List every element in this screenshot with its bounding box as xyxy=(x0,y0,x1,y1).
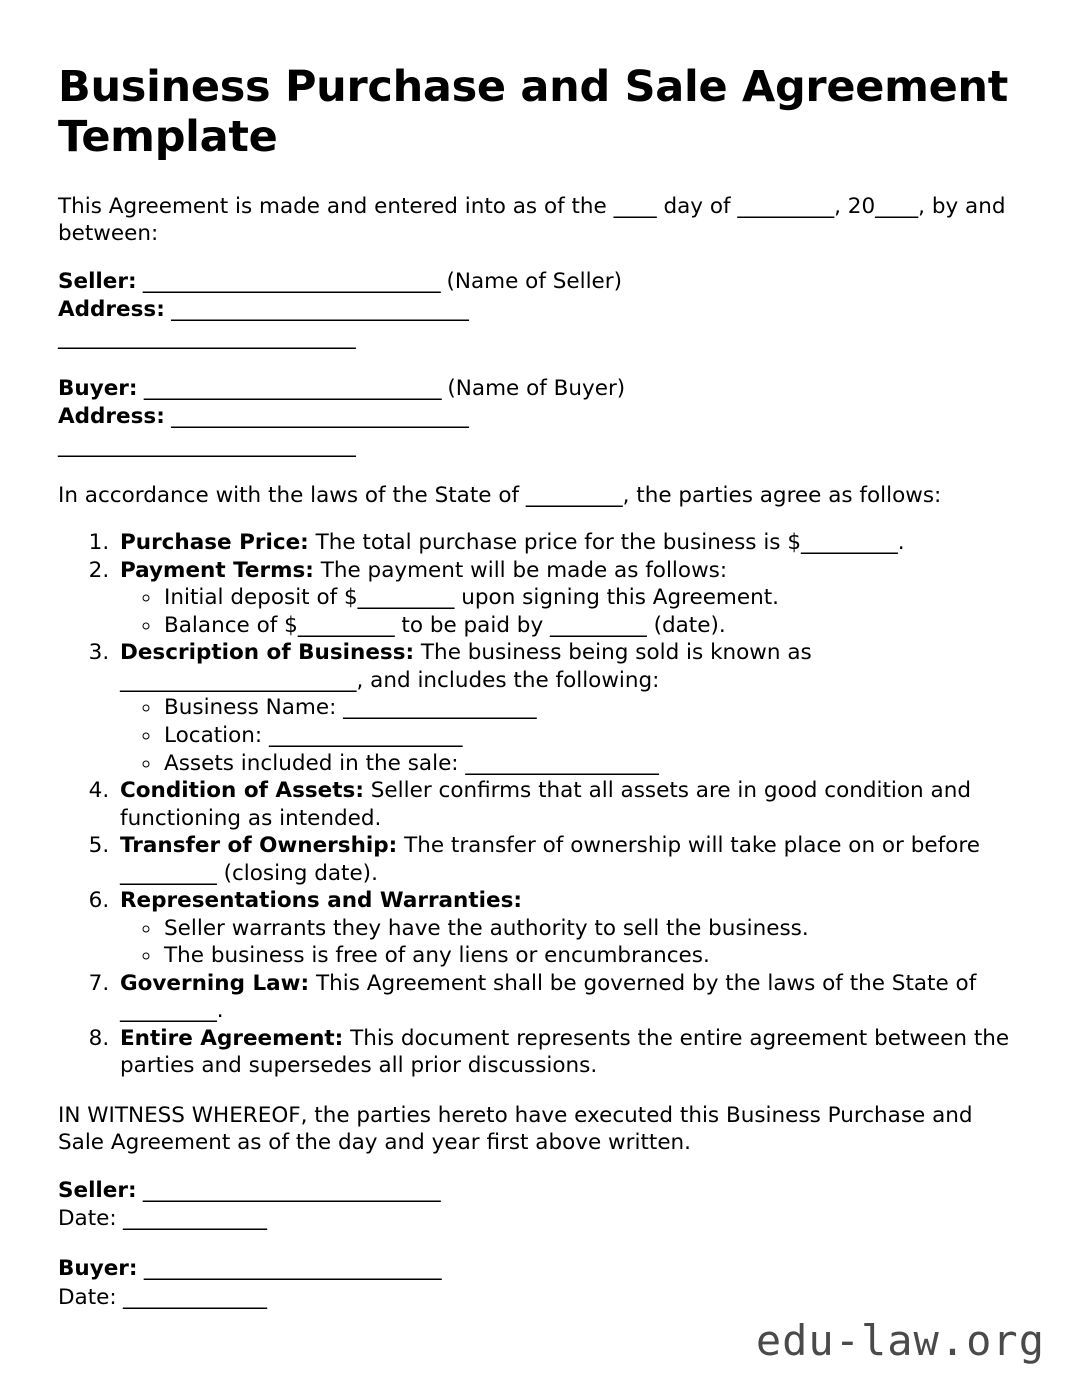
buyer-name-note: (Name of Buyer) xyxy=(447,375,626,401)
signature-seller-blank[interactable]: _____________________________ xyxy=(136,1177,441,1203)
buyer-address-label: Address: xyxy=(58,404,165,430)
clause-item xyxy=(116,777,1011,832)
clause-text: The business being sold is known as ______________________, and includes the following: xyxy=(120,640,812,693)
buyer-name-blank[interactable]: _____________________________ xyxy=(137,375,448,401)
seller-signature-block xyxy=(58,1177,1011,1234)
intro-paragraph: This Agreement is made and entered into as of the ____ day of _________, 20____, by and between: xyxy=(58,193,1006,247)
buyer-party-block xyxy=(58,375,1010,460)
page-title: Business Purchase and Sale Agreement Template xyxy=(58,62,1009,163)
buyer-address-blank-2[interactable]: _____________________________ xyxy=(58,432,356,458)
clause-subitem: ◦ Business Name: __________________ xyxy=(162,694,1011,722)
signature-seller-date-blank[interactable]: ______________ xyxy=(116,1206,267,1232)
seller-address-blank-2[interactable]: _____________________________ xyxy=(58,325,356,351)
clause-term: Representations and Warranties: xyxy=(120,888,522,914)
clause-item xyxy=(116,1025,1011,1080)
seller-address-label: Address: xyxy=(58,297,165,322)
clause-subitem: ◦ Seller warrants they have the authority to sell the business. xyxy=(162,915,1011,943)
buyer-signature-block xyxy=(58,1255,1011,1312)
clause-text: This document represents the entire agreement between the parties and supersedes all prior discussions. xyxy=(120,1025,1010,1079)
clause-sublist xyxy=(120,694,1011,777)
witness-paragraph: IN WITNESS WHEREOF, the parties hereto have executed this Business Purchase and Sale Agreement as of the day and year first above written. xyxy=(58,1102,973,1156)
seller-address-blank-1[interactable]: _____________________________ xyxy=(164,297,469,322)
clause-text: Seller confirms that all assets are in good condition and functioning as intended. xyxy=(120,778,971,831)
clause-term: Governing Law: xyxy=(120,970,310,996)
clause-term: Description of Business: xyxy=(120,640,415,666)
signature-buyer-date-label: Date: xyxy=(58,1284,117,1310)
clause-item xyxy=(116,557,1011,640)
clause-term: Condition of Assets: xyxy=(120,778,364,804)
site-watermark: edu-law.org xyxy=(755,1316,1045,1365)
clause-item xyxy=(116,529,1011,557)
clause-sublist xyxy=(120,915,1011,970)
buyer-address-blank-1[interactable]: _____________________________ xyxy=(164,404,469,430)
seller-party-block xyxy=(58,268,1010,353)
clause-item xyxy=(116,887,1011,970)
clause-text: The payment will be made as follows: xyxy=(313,557,728,583)
governing-state-paragraph: In accordance with the laws of the State of _________, the parties agree as follows: xyxy=(58,482,942,508)
clause-item xyxy=(116,639,1011,777)
clause-text: The transfer of ownership will take place on or before _________ (closing date). xyxy=(120,833,980,886)
clause-sublist xyxy=(120,584,1011,639)
clause-text: The total purchase price for the business is $_________. xyxy=(308,530,905,556)
clause-item xyxy=(116,970,1011,1025)
clause-subitem: ◦ Balance of $_________ to be paid by _________ (date). xyxy=(162,612,1011,640)
signature-seller-date-label: Date: xyxy=(58,1206,117,1232)
signature-buyer-label: Buyer: xyxy=(58,1256,138,1282)
clause-term: Transfer of Ownership: xyxy=(120,833,398,859)
seller-name-note: (Name of Seller) xyxy=(446,268,623,294)
clause-subitem: ◦ Initial deposit of $_________ upon signing this Agreement. xyxy=(162,584,1011,612)
seller-label: Seller: xyxy=(58,268,137,294)
clause-subitem: ◦ Assets included in the sale: __________________ xyxy=(162,750,1011,778)
signature-buyer-blank[interactable]: _____________________________ xyxy=(137,1256,442,1282)
clause-text: This Agreement shall be governed by the laws of the State of _________. xyxy=(120,970,977,1024)
clause-term: Entire Agreement: xyxy=(120,1025,344,1051)
clause-subitem: ◦ The business is free of any liens or encumbrances. xyxy=(162,942,1011,970)
signature-buyer-date-blank[interactable]: ______________ xyxy=(116,1284,267,1310)
clause-term: Purchase Price: xyxy=(120,530,309,556)
clause-list xyxy=(58,529,1011,1079)
seller-name-blank[interactable]: _____________________________ xyxy=(136,268,447,294)
clause-subitem: ◦ Location: __________________ xyxy=(162,722,1011,750)
buyer-label: Buyer: xyxy=(58,375,138,401)
clause-term: Payment Terms: xyxy=(120,557,314,583)
clause-item xyxy=(116,832,1011,887)
signature-seller-label: Seller: xyxy=(58,1177,137,1203)
